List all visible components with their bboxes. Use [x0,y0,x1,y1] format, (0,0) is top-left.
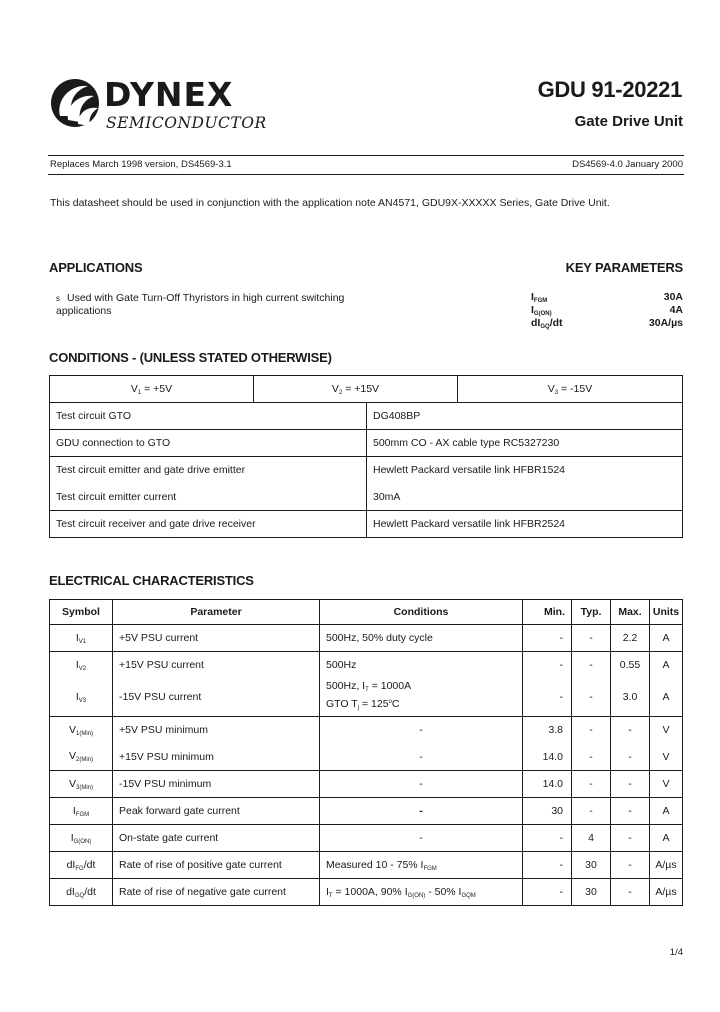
application-line-1: Used with Gate Turn-Off Thyristors in high current switching [67,292,345,304]
parameter-cell: +5V PSU minimum [113,717,320,744]
condition-value: Hewlett Packard versatile link HFBR2524 [367,511,683,538]
min-cell: - [523,652,572,679]
parameter-cell: On-state gate current [113,825,320,852]
symbol-cell: $V_{1(Min)}$ [50,717,113,744]
product-name: Gate Drive Unit [574,113,683,130]
min-cell: 3.8 [523,717,572,744]
typ-cell: - [572,744,611,771]
doc-reference: DS4569-4.0 January 2000 [572,159,683,170]
table-row [50,679,683,717]
col-min: Min. [523,600,572,625]
condition-value: 30mA [367,484,683,511]
table-row [50,879,683,906]
supply-row [50,376,683,403]
key-param-symbol: $I_{G(ON)}$ [531,304,552,317]
unit-cell: V [650,771,683,798]
min-cell: - [523,879,572,906]
typ-cell: - [572,679,611,717]
table-row [50,457,683,484]
max-cell: 2.2 [611,625,650,652]
conditions-cell: - [320,798,523,825]
condition-label: Test circuit receiver and gate drive receiver [50,511,367,538]
symbol-cell: $dI_{GQ}/dt$ [50,879,113,906]
col-typ: Typ. [572,600,611,625]
table-row [50,511,683,538]
max-cell: - [611,771,650,798]
typ-cell: - [572,717,611,744]
key-param-value: 4A [669,304,683,316]
max-cell: - [611,879,650,906]
typ-cell: 30 [572,879,611,906]
unit-cell: A [650,652,683,679]
parameter-cell: Rate of rise of negative gate current [113,879,320,906]
unit-cell: A/µs [650,879,683,906]
parameter-cell: +5V PSU current [113,625,320,652]
table-row [50,798,683,825]
unit-cell: A [650,679,683,717]
conditions-heading: CONDITIONS - (UNLESS STATED OTHERWISE) [49,350,332,365]
unit-cell: V [650,744,683,771]
parameter-cell: +15V PSU minimum [113,744,320,771]
col-max: Max. [611,600,650,625]
supply-v1: $V_1 = +5V$ [50,376,254,403]
intro-text: This datasheet should be used in conjunction with the application note AN4571, GDU9X-XXXXX Series, Gate Drive Unit. [50,197,610,209]
electrical-table [49,599,683,906]
condition-label: Test circuit emitter current [50,484,367,511]
col-parameter: Parameter [113,600,320,625]
table-row [50,403,683,430]
max-cell: 3.0 [611,679,650,717]
key-param-value: 30A/µs [648,317,683,329]
table-row [50,825,683,852]
typ-cell: 30 [572,852,611,879]
bullet-icon: s [56,294,60,303]
symbol-cell: $I_{V2}$ [50,652,113,679]
header-rule [48,155,684,156]
application-line-2: applications [56,305,112,317]
conditions-cell: 500Hz [320,652,523,679]
condition-label: Test circuit emitter and gate drive emitter [50,457,367,484]
col-units: Units [650,600,683,625]
max-cell: - [611,744,650,771]
table-row [50,625,683,652]
max-cell: 0.55 [611,652,650,679]
conditions-cell: 500Hz, 50% duty cycle [320,625,523,652]
condition-label: GDU connection to GTO [50,430,367,457]
min-cell: 14.0 [523,771,572,798]
unit-cell: V [650,717,683,744]
table-row [50,717,683,744]
key-param-symbol: $dI_{GQ}/dt$ [531,317,563,330]
table-row [50,430,683,457]
min-cell: 14.0 [523,744,572,771]
min-cell: - [523,625,572,652]
conditions-cell: - [320,744,523,771]
key-param-symbol: $I_{FGM}$ [531,291,548,304]
key-parameters-heading: KEY PARAMETERS [565,260,683,275]
col-conditions: Conditions [320,600,523,625]
replaces-note: Replaces March 1998 version, DS4569-3.1 [50,159,232,170]
max-cell: - [611,717,650,744]
conditions-table [49,375,683,403]
typ-cell: - [572,625,611,652]
table-row [50,652,683,679]
typ-cell: - [572,652,611,679]
condition-value: Hewlett Packard versatile link HFBR1524 [367,457,683,484]
condition-label: Test circuit GTO [50,403,367,430]
parameter-cell: -15V PSU current [113,679,320,717]
min-cell: 30 [523,798,572,825]
min-cell: - [523,679,572,717]
table-row [50,744,683,771]
conditions-cell: - [320,717,523,744]
max-cell: - [611,825,650,852]
table-row [50,852,683,879]
unit-cell: A [650,825,683,852]
symbol-cell: $V_{3(Min)}$ [50,771,113,798]
conditions-cell: $I_T = 1000A$, 90% $I_{G(ON)} - 50\%$ $I_{GQM}$ [320,879,523,906]
parameter-cell: Rate of rise of positive gate current [113,852,320,879]
min-cell: - [523,825,572,852]
parameter-cell: Peak forward gate current [113,798,320,825]
table-header-row [50,600,683,625]
symbol-cell: $I_{V1}$ [50,625,113,652]
symbol-cell: $I_{V3}$ [50,679,113,717]
page-number: 1/4 [669,947,683,958]
symbol-cell: $I_{G(ON)}$ [50,825,113,852]
min-cell: - [523,852,572,879]
parameter-cell: -15V PSU minimum [113,771,320,798]
table-row [50,771,683,798]
conditions-detail-table [49,402,683,538]
typ-cell: - [572,771,611,798]
unit-cell: A [650,798,683,825]
unit-cell: A [650,625,683,652]
max-cell: - [611,798,650,825]
typ-cell: 4 [572,825,611,852]
header-rule-lower [48,174,684,175]
applications-heading: APPLICATIONS [49,260,143,275]
unit-cell: A/µs [650,852,683,879]
conditions-cell: - [320,771,523,798]
product-code: GDU 91-20221 [537,77,682,102]
parameter-cell: +15V PSU current [113,652,320,679]
brand-subtitle: SEMICONDUCTOR [106,114,267,132]
condition-value: 500mm CO - AX cable type RC5327230 [367,430,683,457]
conditions-cell: 500Hz, $I_T = 1000A$ GTO $T_j = 125^oC$ [320,679,523,717]
conditions-cell: - [320,825,523,852]
symbol-cell: $I_{FGM}$ [50,798,113,825]
max-cell: - [611,852,650,879]
brand-wordmark: DYNEX [104,75,234,114]
symbol-cell: $V_{2(Min)}$ [50,744,113,771]
condition-value: DG408BP [367,403,683,430]
col-symbol: Symbol [50,600,113,625]
symbol-cell: $dI_{FG}/dt$ [50,852,113,879]
key-param-value: 30A [663,291,683,303]
typ-cell: - [572,798,611,825]
conditions-cell: Measured 10 - 75% $I_{FGM}$ [320,852,523,879]
table-row [50,484,683,511]
supply-v3: $V_3 = -15V$ [458,376,683,403]
supply-v2: $V_2 = +15V$ [254,376,458,403]
electrical-heading: ELECTRICAL CHARACTERISTICS [49,573,254,588]
